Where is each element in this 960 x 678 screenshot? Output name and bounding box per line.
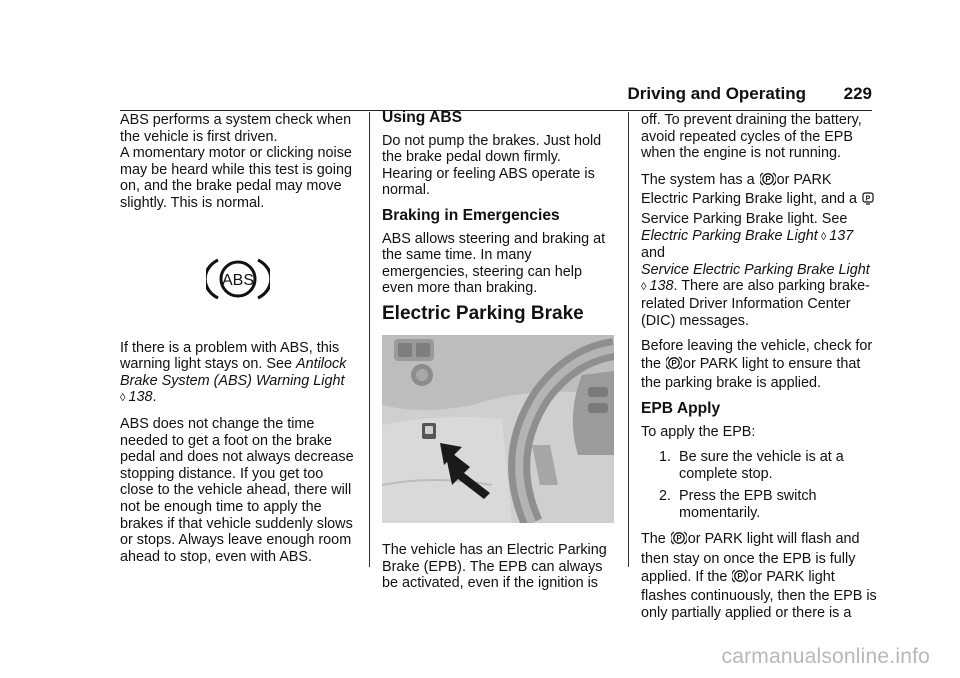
- paragraph: To apply the EPB:: [641, 423, 756, 440]
- text: The: [641, 531, 670, 548]
- page-reference[interactable]: 137: [829, 227, 854, 244]
- paragraph: ABS does not change the time needed to get a foot on the brake pedal and does not always decrease stopping distance. If you get too close to the vehicle ahead, there will not be enough time to apply the brakes if that vehicle suddenly slows or stops. Always leave enough room ahead to stop, even with ABS.: [120, 415, 354, 565]
- svg-text:P: P: [865, 195, 871, 203]
- column-divider: [369, 112, 370, 567]
- page-header: [120, 80, 872, 111]
- cross-reference-link[interactable]: Service Electric Parking Brake Light: [641, 261, 870, 278]
- text: or PARK light will flash and then stay on once the EPB is fully applied. If the: [641, 531, 860, 585]
- park-brake-icon: [732, 568, 748, 589]
- svg-text:P: P: [671, 358, 677, 368]
- park-brake-icon: [760, 171, 776, 192]
- abs-warning-icon: [120, 256, 356, 302]
- page-reference[interactable]: 138: [128, 389, 153, 406]
- cross-reference-link[interactable]: Antilock Brake System (ABS) Warning Light: [120, 356, 347, 389]
- cross-reference-link[interactable]: Electric Parking Brake Light: [641, 227, 818, 244]
- heading-electric-parking-brake: Electric Parking Brake: [382, 302, 584, 324]
- step-text: Be sure the vehicle is at a complete stop.: [679, 449, 844, 482]
- paragraph: [641, 338, 877, 392]
- text: or PARK Electric Parking Brake light, and a: [641, 171, 861, 208]
- paragraph: [641, 530, 877, 621]
- text: or PARK light to ensure that the parking brake is applied.: [641, 355, 861, 392]
- text: If there is a problem with ABS, this warning light stays on. See: [120, 339, 340, 373]
- heading-using-abs: Using ABS: [382, 109, 462, 126]
- text: .: [152, 389, 157, 406]
- step-number: 1.: [658, 449, 671, 466]
- paragraph: off. To prevent draining the battery, avoid repeated cycles of the EPB when the engine is not running.: [641, 112, 862, 162]
- column-2: [382, 109, 614, 601]
- page-ref-arrow-icon: ◊: [817, 230, 827, 243]
- page-ref-arrow-icon: ◊: [120, 392, 126, 405]
- section-title: Driving and Operating: [627, 84, 806, 103]
- paragraph: [641, 171, 877, 329]
- step-text: Press the EPB switch momentarily.: [679, 488, 817, 521]
- column-1: [120, 112, 356, 574]
- column-3: [641, 112, 877, 630]
- text: and: [641, 245, 666, 262]
- service-park-brake-icon: [862, 192, 874, 211]
- park-brake-icon: [671, 530, 687, 551]
- paragraph: Do not pump the brakes. Just hold the brake pedal down firmly. Hearing or feeling ABS operate is normal.: [382, 132, 602, 199]
- heading-braking-emergencies: Braking in Emergencies: [382, 206, 560, 224]
- paragraph: The vehicle has an Electric Parking Brake (EPB). The EPB can always be activated, even if the ignition is: [382, 542, 607, 592]
- paragraph: [120, 340, 356, 407]
- abs-icon-label: ABS: [221, 271, 255, 289]
- svg-text:P: P: [764, 174, 771, 184]
- epb-switch-photo: [382, 335, 614, 523]
- list-item: [641, 449, 877, 482]
- list-item: [641, 488, 877, 521]
- heading-epb-apply: EPB Apply: [641, 399, 721, 417]
- steps-list: [641, 449, 877, 521]
- text: The system has a: [641, 171, 759, 188]
- page-number: 229: [843, 84, 872, 103]
- paragraph: A momentary motor or clicking noise may be heard while this test is going on, and the brake pedal may move slightly. This is normal.: [120, 145, 352, 211]
- page-reference[interactable]: 138: [649, 278, 674, 295]
- watermark: carmanualsonline.info: [721, 645, 930, 668]
- text: . There are also parking brake-related Driver Information Center (DIC) messages.: [641, 278, 870, 329]
- page-ref-arrow-icon: ◊: [641, 281, 647, 294]
- paragraph: ABS performs a system check when the vehicle is first driven.: [120, 112, 352, 145]
- paragraph: ABS allows steering and braking at the same time. In many emergencies, steering can help even more than braking.: [382, 230, 606, 297]
- text: Service Parking Brake light. See: [641, 210, 848, 227]
- column-divider: [628, 112, 629, 567]
- svg-text:P: P: [676, 534, 682, 544]
- step-number: 2.: [658, 488, 671, 505]
- park-brake-icon: [666, 355, 682, 376]
- text: or PARK light flashes continuously, then the EPB is only partially applied or there is a: [641, 568, 877, 621]
- text: Before leaving the vehicle, check for the: [641, 338, 873, 372]
- svg-text:P: P: [737, 571, 744, 581]
